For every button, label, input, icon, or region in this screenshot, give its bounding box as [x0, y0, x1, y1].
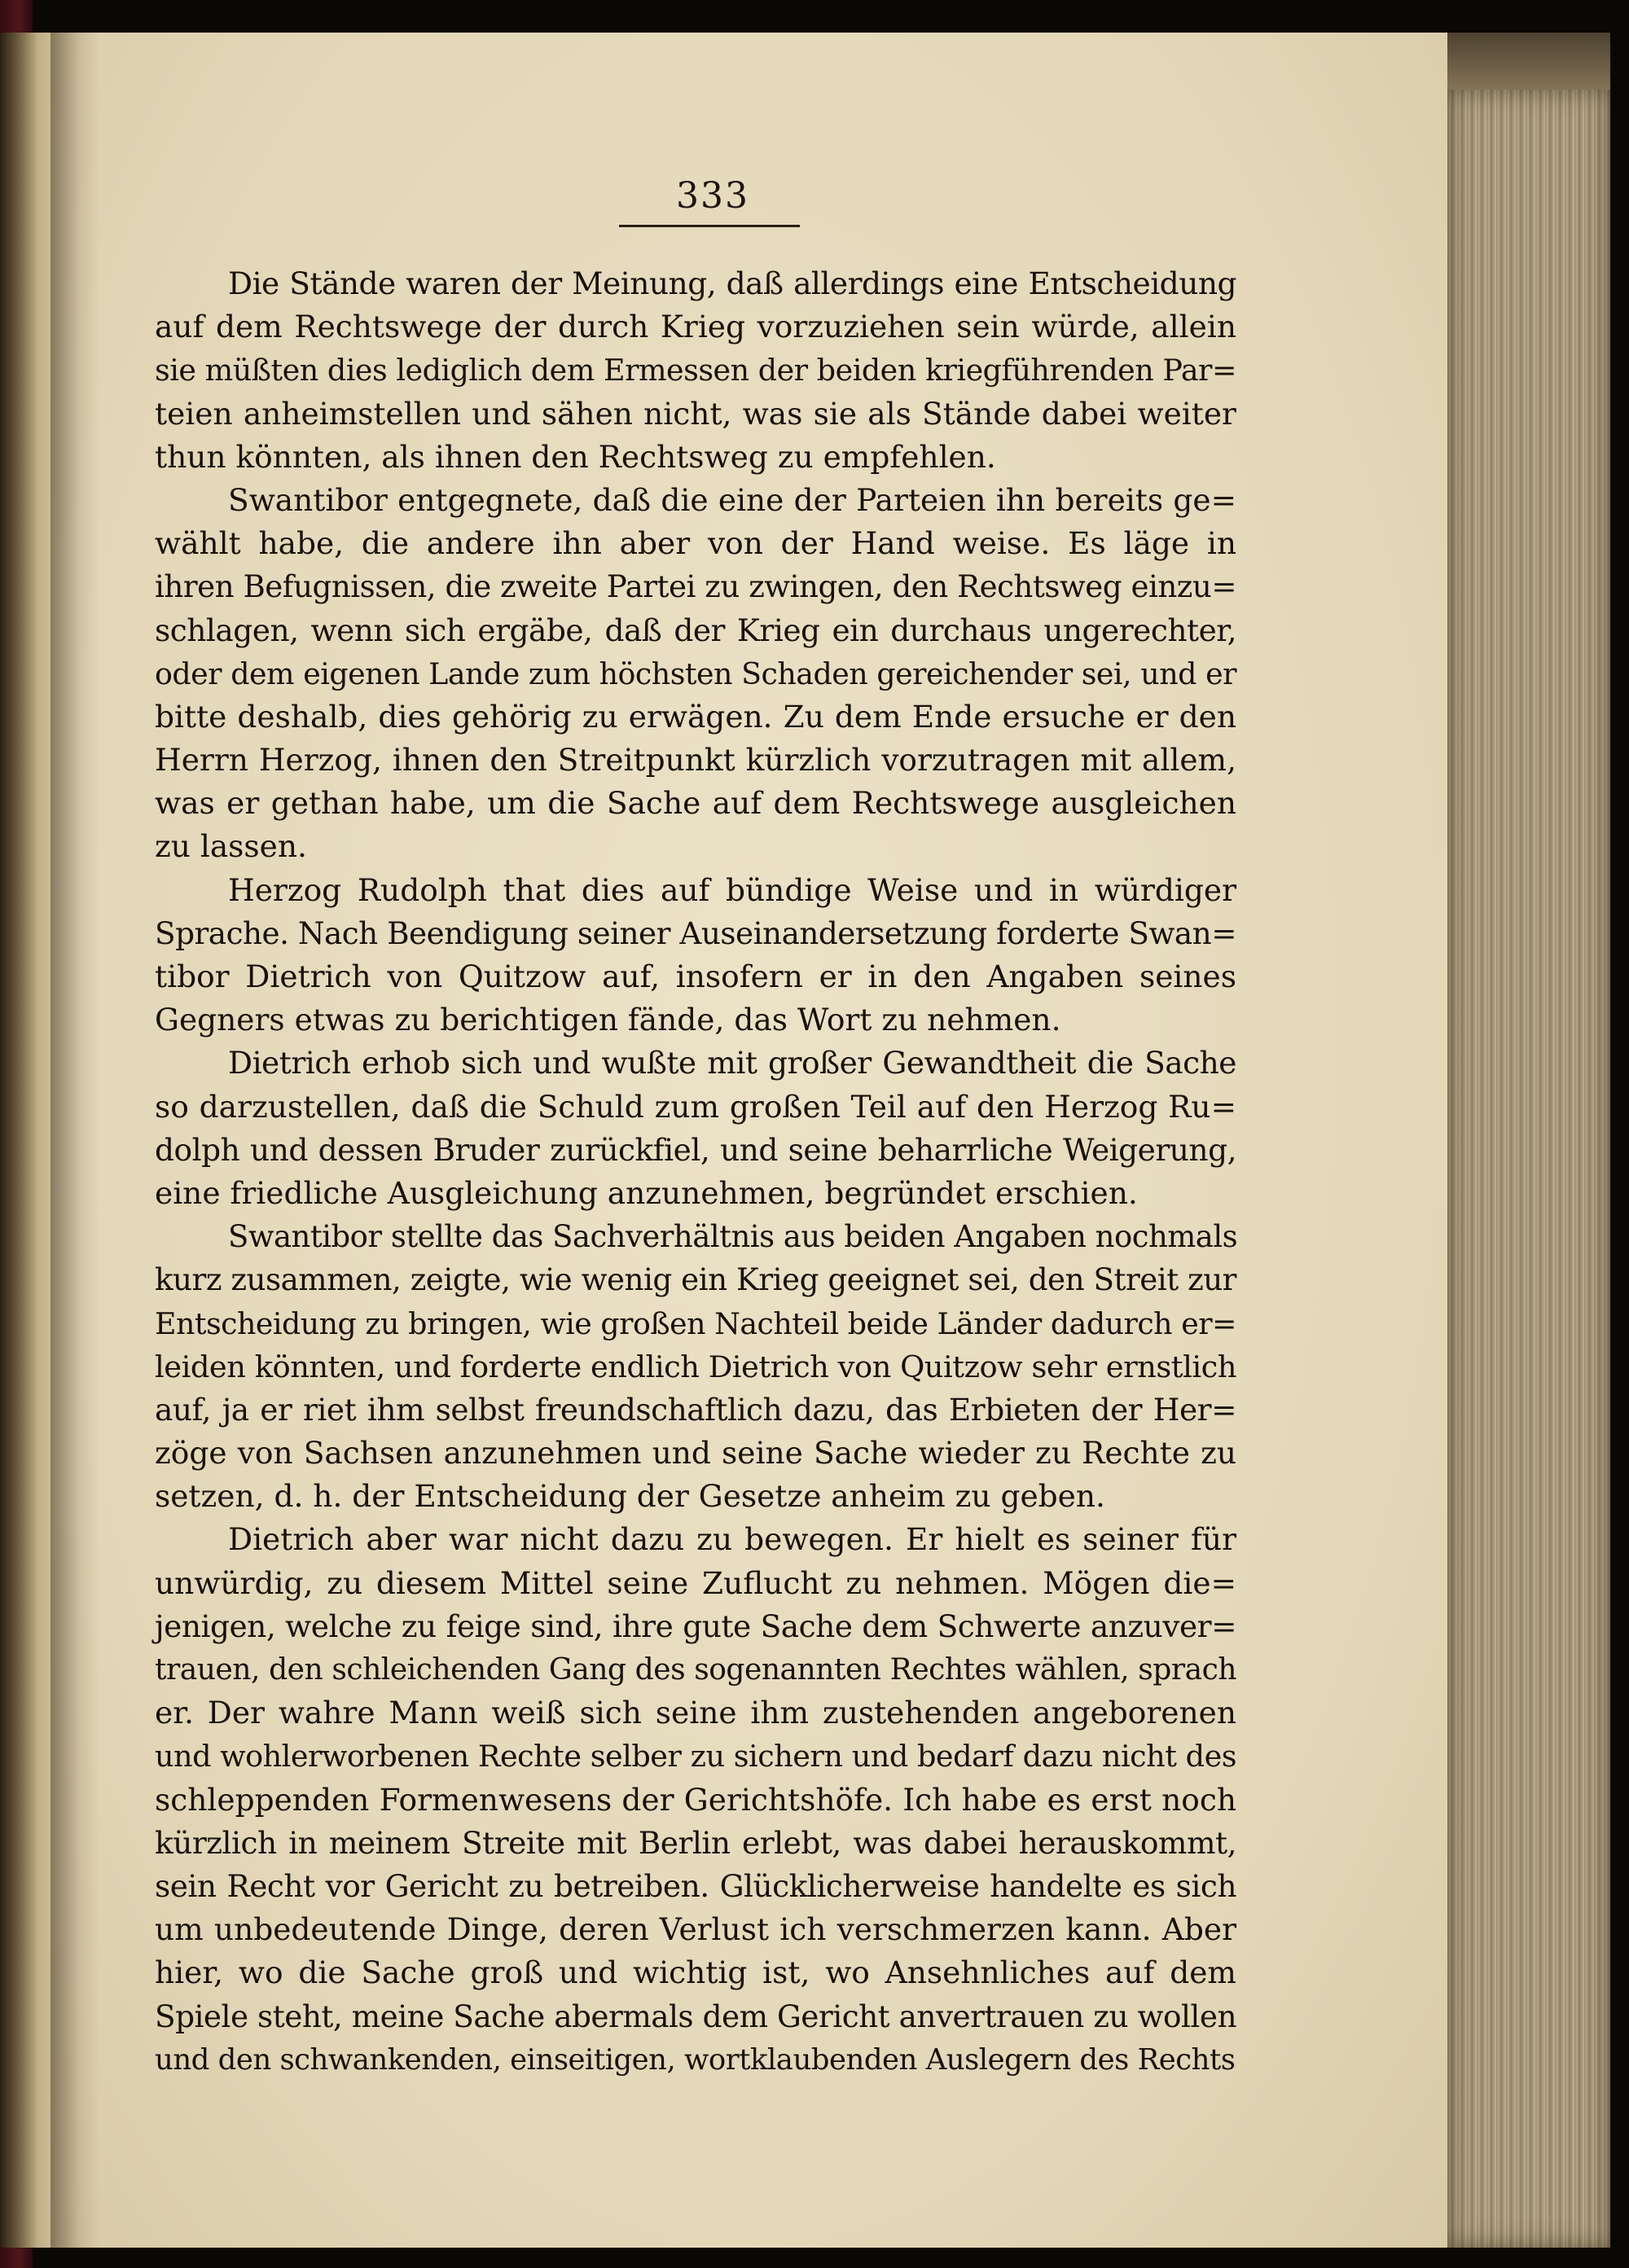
paragraph — [155, 869, 1236, 1042]
body-text — [155, 262, 1236, 2082]
text-line: thun könnten, als ihnen den Rechtsweg zu empfehlen. — [155, 438, 996, 475]
paragraph — [155, 262, 1236, 479]
text-line: leiden könnten, und forderte endlich Dietrich von Quitzow sehr ernstlich — [155, 1349, 1236, 1384]
text-line: was er gethan habe, um die Sache auf dem Rechtswege ausgleichen — [155, 785, 1236, 822]
text-line: jenigen, welche zu feige sind, ihre gute Sache dem Schwerte anzuver= — [155, 1608, 1236, 1644]
text-line: Sprache. Nach Beendigung seiner Auseinandersetzung forderte Swan= — [155, 915, 1236, 951]
text-line: zu lassen. — [155, 828, 307, 865]
page-number: 333 — [676, 175, 749, 217]
text-line: wählt habe, die andere ihn aber von der Hand weise. Es läge in — [155, 525, 1236, 562]
text-line: oder dem eigenen Lande zum höchsten Schaden gereichender sei, und er — [155, 656, 1236, 691]
facing-page-edge — [0, 33, 50, 2248]
text-line: Herrn Herzog, ihnen den Streitpunkt kürzlich vorzutragen mit allem, — [155, 742, 1236, 779]
text-line: so darzustellen, daß die Schuld zum großen Teil auf den Herzog Ru= — [155, 1088, 1236, 1125]
text-line: und den schwankenden, einseitigen, wortklaubenden Auslegern des Rechts — [155, 2042, 1236, 2077]
header-rule — [619, 225, 800, 227]
text-line: tibor Dietrich von Quitzow auf, insofern er in den Angaben seines — [155, 959, 1236, 994]
text-line: schleppenden Formenwesens der Gerichtshöfe. Ich habe es erst noch — [155, 1781, 1236, 1818]
text-line: unwürdig, zu diesem Mittel seine Zuflucht zu nehmen. Mögen die= — [155, 1564, 1236, 1601]
text-line: auf dem Rechtswege der durch Krieg vorzuziehen sein würde, allein — [155, 309, 1236, 345]
text-line: bitte deshalb, dies gehörig zu erwägen. Zu dem Ende ersuche er den — [155, 698, 1236, 735]
text-line: auf, ja er riet ihm selbst freundschaftlich dazu, das Erbieten der Her= — [155, 1391, 1236, 1428]
text-line: Dietrich aber war nicht dazu zu bewegen. Er hielt es seiner für — [228, 1521, 1236, 1558]
text-line: eine friedliche Ausgleichung anzunehmen, begründet erschien. — [155, 1174, 1138, 1211]
text-line: trauen, den schleichenden Gang des sogenannten Rechtes wählen, sprach — [155, 1652, 1236, 1687]
text-line: Die Stände waren der Meinung, daß allerdings eine Entscheidung — [228, 265, 1236, 301]
text-line: schlagen, wenn sich ergäbe, daß der Krieg ein durchaus ungerechter, — [155, 612, 1236, 648]
text-line: teien anheimstellen und sähen nicht, was sie als Stände dabei weiter — [155, 395, 1236, 432]
text-line: ihren Befugnissen, die zweite Partei zu zwingen, den Rechtsweg einzu= — [155, 568, 1236, 605]
text-line: kürzlich in meinem Streite mit Berlin erlebt, was dabei herauskommt, — [155, 1824, 1236, 1861]
text-line: kurz zusammen, zeigte, wie wenig ein Krieg geeignet sei, den Streit zur — [155, 1261, 1236, 1298]
paragraph — [155, 1042, 1236, 1215]
text-line: Gegners etwas zu berichtigen fände, das Wort zu nehmen. — [155, 1002, 1061, 1038]
text-line: hier, wo die Sache groß und wichtig ist, wo Ansehnliches auf dem — [155, 1954, 1236, 1991]
text-line: setzen, d. h. der Entscheidung der Gesetze anheim zu geben. — [155, 1478, 1105, 1515]
page-stack-edge — [1447, 90, 1610, 2248]
text-line: Swantibor entgegnete, daß die eine der Parteien ihn bereits ge= — [228, 481, 1236, 518]
paragraph — [155, 1215, 1236, 1518]
text-line: und wohlerworbenen Rechte selber zu sichern und bedarf dazu nicht des — [155, 1739, 1236, 1774]
text-line: Dietrich erhob sich und wußte mit großer Gewandtheit die Sache — [228, 1045, 1236, 1081]
text-line: Herzog Rudolph that dies auf bündige Weise und in würdiger — [228, 871, 1236, 908]
text-line: sie müßten dies lediglich dem Ermessen der beiden kriegführenden Par= — [155, 353, 1236, 388]
paragraph — [155, 479, 1236, 869]
paragraph — [155, 1518, 1236, 2081]
text-line: Swantibor stellte das Sachverhältnis aus beiden Angaben nochmals — [228, 1219, 1238, 1255]
text-line: Entscheidung zu bringen, wie großen Nachteil beide Länder dadurch er= — [155, 1305, 1236, 1341]
text-line: Spiele steht, meine Sache abermals dem Gericht anvertrauen zu wollen — [155, 1998, 1236, 2034]
text-line: sein Recht vor Gericht zu betreiben. Glücklicherweise handelte es sich — [155, 1867, 1236, 1904]
page-stack-top — [1447, 33, 1610, 98]
text-line: er. Der wahre Mann weiß sich seine ihm zustehenden angeborenen — [155, 1695, 1236, 1731]
text-line: um unbedeutende Dinge, deren Verlust ich verschmerzen kann. Aber — [155, 1911, 1236, 1948]
text-line: dolph und dessen Bruder zurückfiel, und seine beharrliche Weigerung, — [155, 1131, 1236, 1168]
text-line: zöge von Sachsen anzunehmen und seine Sache wieder zu Rechte zu — [155, 1435, 1236, 1472]
gutter-shadow — [50, 33, 99, 2248]
